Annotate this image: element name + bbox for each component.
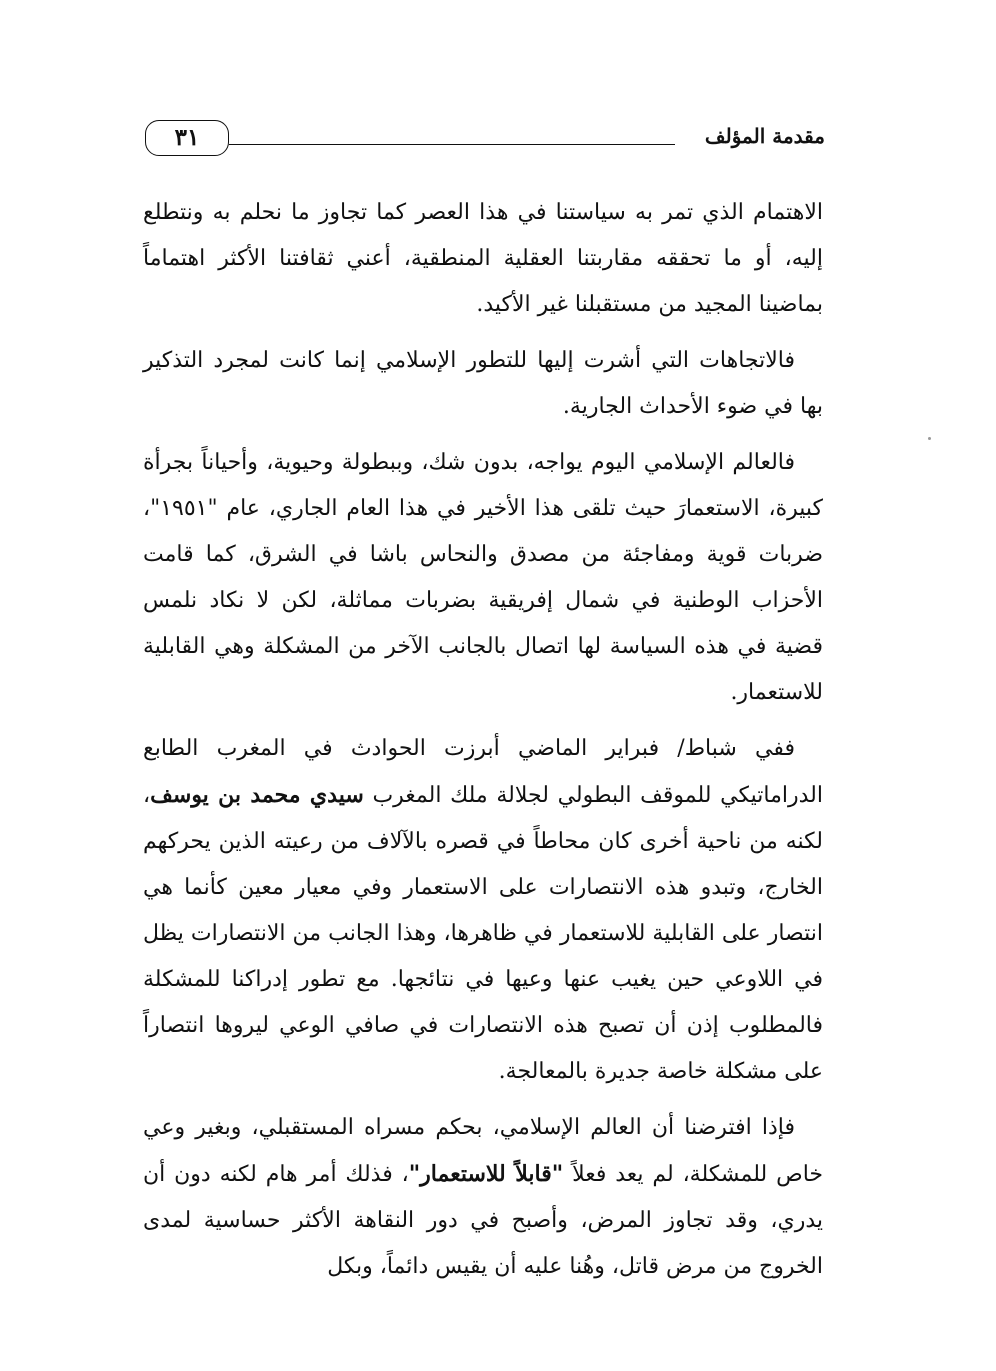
page-header (145, 118, 825, 162)
paragraph-4 (143, 726, 823, 1095)
paragraph-1: الاهتمام الذي تمر به سياستنا في هذا العصر كما تجاوز ما نحلم به ونتطلع إليه، أو ما تحققه مقاربتنا العقلية المنطقية، أعني ثقافتنا الأكثر اهتماماً بماضينا المجيد من مستقبلنا غير الأكيد. (143, 200, 823, 317)
paragraph-2: فالاتجاهات التي أشرت إليها للتطور الإسلامي إنما كانت لمجرد التذكير بها في ضوء الأحداث الجارية. (143, 348, 823, 419)
paragraph-4-text-start: ففي شباط/ فبراير الماضي أبرزت الحوادث في المغرب الطابع الدراماتيكي للموقف البطولي لجلالة ملك المغرب (143, 736, 823, 808)
paragraph-3: فالعالم الإسلامي اليوم يواجه، بدون شك، وببطولة وحيوية، وأحياناً بجرأة كبيرة، الاستعمارَ حيث تلقى هذا الأخير في هذا العام الجاري، عام "١٩٥١"، ضربات قوية ومفاجئة من مصدق والنحاس باشا في الشرق، كما قامت الأحزاب الوطنية في شمال إفريقية بضربات مماثلة، لكن لا نكاد نلمس قضية في هذه السياسة لها اتصال بالجانب الآخر من المشكلة وهي القابلية للاستعمار. (143, 450, 823, 705)
paragraph-5-text-start: فإذا افترضنا أن العالم الإسلامي، بحكم مسراه المستقبلي، وبغير وعي خاص للمشكلة، لم يعد فعلاً (143, 1115, 824, 1187)
paragraph-5-text-end: ، فذلك أمر هام لكنه دون أن يدري، وقد تجاوز المرض، وأصبح في دور النقاهة الأكثر حساسية لمدى الخروج من مرض قاتل، وهُنا عليه أن يقيس دائماً، وبكل (143, 1162, 823, 1279)
paragraph-4-text-end: ، لكنه من ناحية أخرى كان محاطاً في قصره بالآلاف من رعيته الذين يحركهم الخارج، وتبدو هذه الانتصارات على الاستعمار وفي معيار معين كأنما هي انتصار على القابلية للاستعمار في ظاهرها، وهذا الجانب من الانتصارات يظل في اللاوعي حين يغيب عنها وعيها في نتائجها. مع تطور إدراكنا للمشكلة فالمطلوب إذن أن تصبح هذه الانتصارات في صافي الوعي ليروها انتصاراً على مشكلة خاصة جديرة بالمعالجة. (143, 783, 823, 1084)
king-name: سيدي محمد بن يوسف (150, 782, 364, 808)
paragraph-5 (143, 1105, 823, 1290)
quoted-phrase: "قابلاً للاستعمار" (408, 1161, 564, 1187)
running-title: مقدمة المؤلف (704, 124, 825, 148)
page-body (143, 190, 823, 1300)
margin-speck (928, 437, 931, 440)
page-number: ٣١ (145, 120, 229, 156)
header-rule (229, 144, 675, 145)
